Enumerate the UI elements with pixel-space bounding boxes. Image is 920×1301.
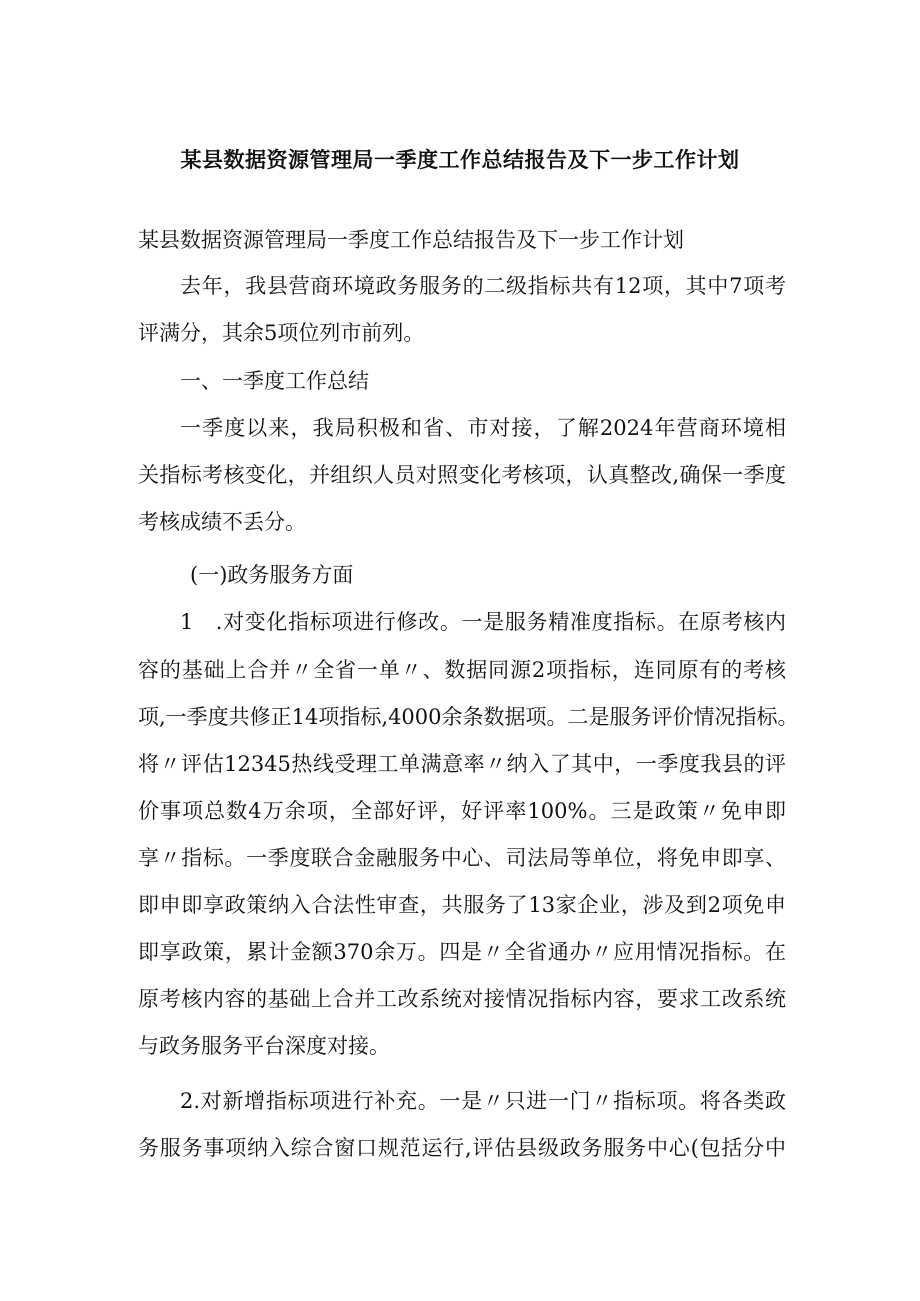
paragraph-line: 原考核内容的基础上合并工改系统对接情况指标内容，要求工改系统 — [138, 987, 786, 1011]
paragraph-line: 评满分，其余5项位列市前列。 — [138, 321, 425, 345]
paragraph-line: 即享政策，累计金额370余万。四是〃全省通办〃应用情况指标。在 — [138, 940, 786, 964]
paragraph-line: 1 .对变化指标项进行修改。一是服务精准度指标。在原考核内 — [180, 610, 786, 634]
paragraph-line: 项,一季度共修正14项指标,4000余条数据项。二是服务评价情况指标。 — [138, 705, 799, 729]
paragraph-line: 考核成绩不丢分。 — [138, 510, 306, 534]
paragraph-line: 价事项总数4万余项，全部好评，好评率100%。三是政策〃免申即 — [138, 799, 786, 823]
paragraph-line: 关指标考核变化，并组织人员对照变化考核项，认真整改,确保一季度 — [138, 463, 786, 487]
paragraph-line: 将〃评估12345热线受理工单满意率〃纳入了其中，一季度我县的评 — [138, 752, 786, 776]
paragraph-line: 享〃指标。一季度联合金融服务中心、司法局等单位，将免申即享、 — [138, 846, 786, 870]
paragraph-line: 2.对新增指标项进行补充。一是〃只进一门〃指标项。将各类政 — [180, 1089, 786, 1113]
paragraph-line: 务服务事项纳入综合窗口规范运行,评估县级政务服务中心(包括分中 — [138, 1136, 786, 1160]
paragraph-line: 容的基础上合并〃全省一单〃、数据同源2项指标，连同原有的考核 — [138, 658, 786, 682]
paragraph-line: 去年，我县营商环境政务服务的二级指标共有12项，其中7项考 — [180, 274, 786, 298]
subsection-heading: (一)政务服务方面 — [190, 563, 354, 587]
document-title: 某县数据资源管理局一季度工作总结报告及下一步工作计划 — [180, 148, 740, 172]
paragraph-line: 一季度以来，我局积极和省、市对接，了解2024年营商环境相 — [180, 416, 786, 440]
paragraph-line: 即申即享政策纳入合法性审查，共服务了13家企业，涉及到2项免申 — [138, 893, 786, 917]
subtitle-line: 某县数据资源管理局一季度工作总结报告及下一步工作计划 — [138, 228, 684, 252]
paragraph-line: 与政务服务平台深度对接。 — [138, 1034, 390, 1058]
section-heading: 一、一季度工作总结 — [180, 369, 369, 393]
